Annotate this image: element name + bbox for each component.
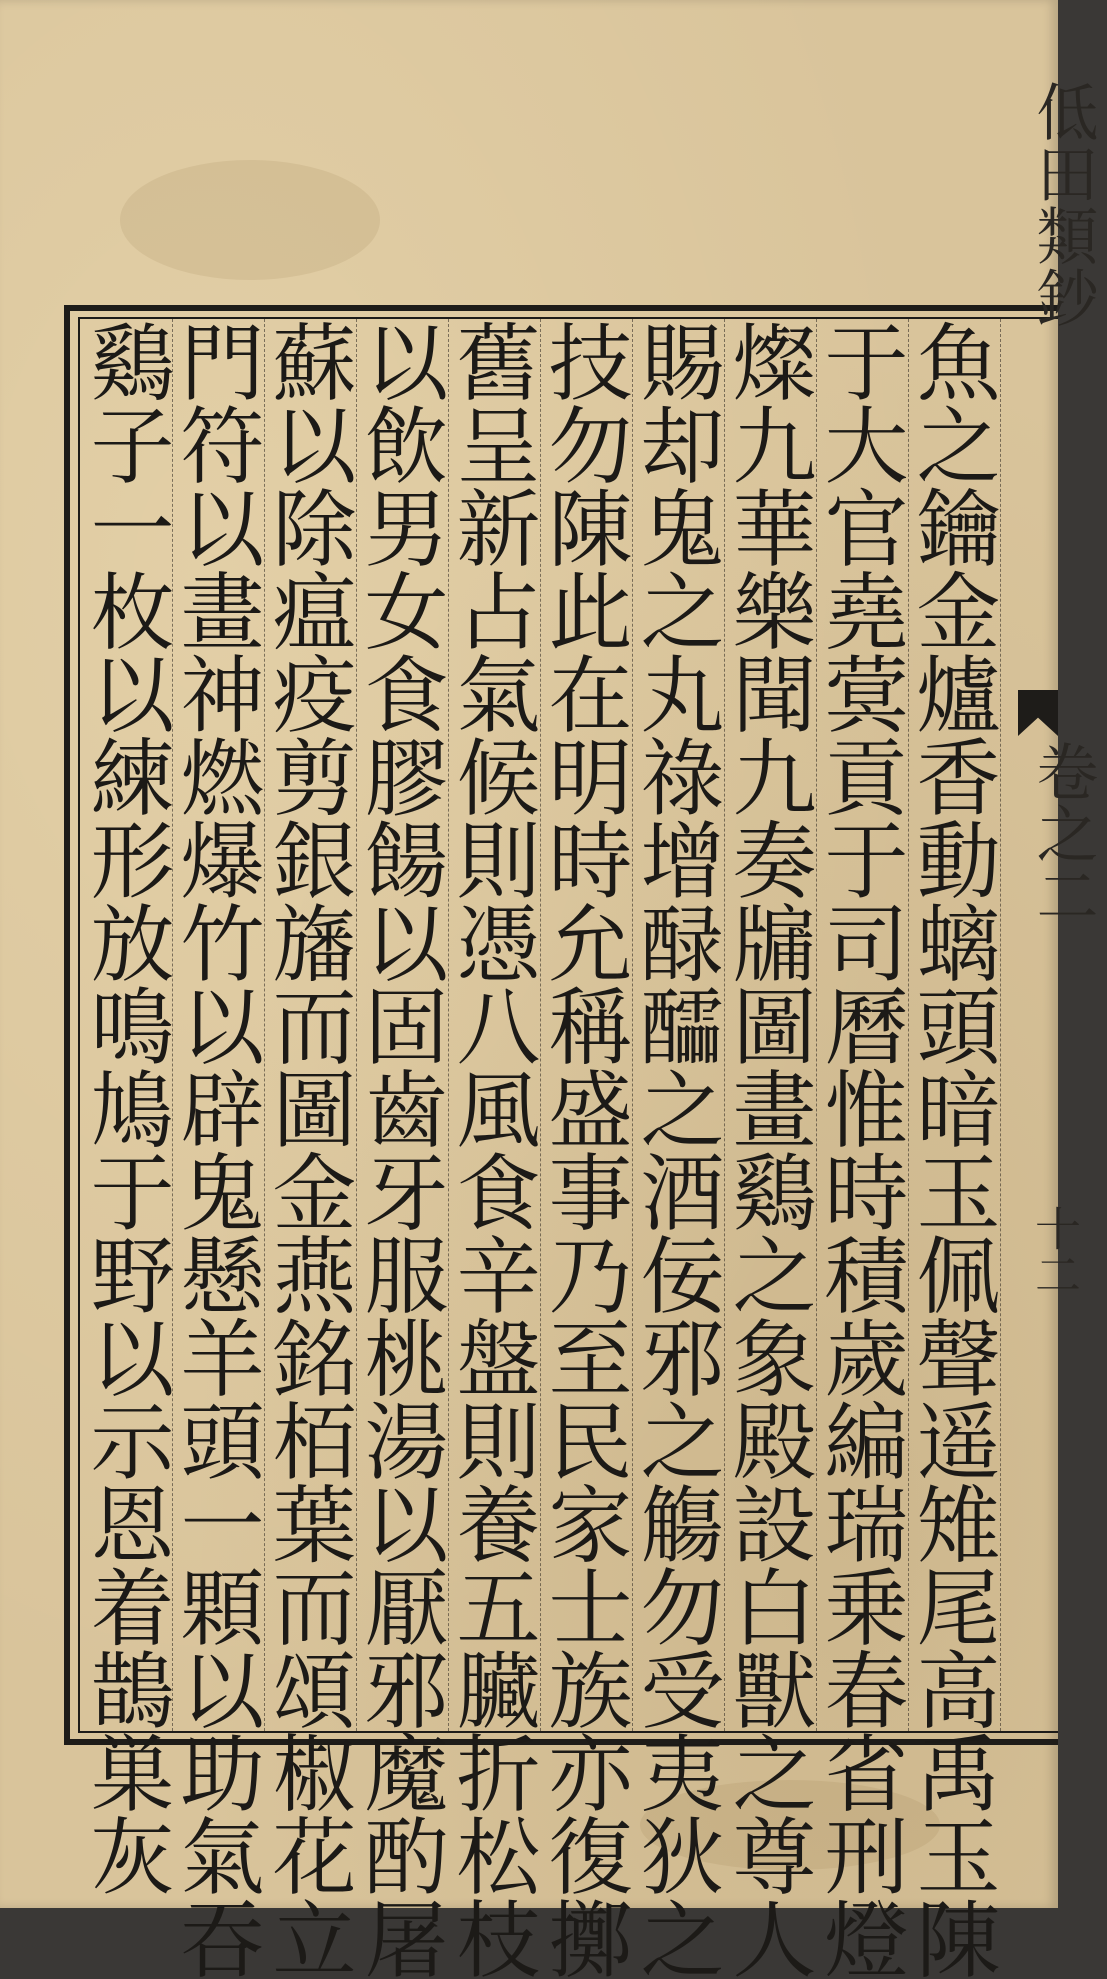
text-column-5 (535, 319, 633, 1979)
column-text: 于大官堯蓂貢于司曆惟時積歲編瑞乗春省刑燈 (811, 319, 909, 1979)
text-column-1 (903, 319, 1001, 1979)
book-title: 低田類鈔 (1026, 80, 1099, 328)
text-column-4 (627, 319, 725, 1979)
text-column-8 (259, 319, 357, 1979)
column-text: 蘇以除瘟疫剪銀旛而圖金燕銘栢葉而頌椒花立 (259, 319, 357, 1979)
folio-number: 十二 (1028, 1205, 1082, 1297)
inner-frame (77, 317, 1058, 1979)
column-text: 以飲男女食膠餳以固齒牙服桃湯以厭邪魔酌屠 (351, 319, 449, 1979)
column-text: 技勿陳此在明時允稱盛事乃至民家士族亦復擲 (535, 319, 633, 1979)
text-column-3 (719, 319, 817, 1979)
column-text: 魚之鑰金爐香動螭頭暗玉佩聲遥雉尾高禹玉陳 (903, 319, 1001, 1979)
column-text: 燦九華樂聞九奏牖圖畫鷄之象殿設白獸之尊人 (719, 319, 817, 1979)
column-text: 鷄子一枚以練形放鳴鳩于野以示恩着鵲巣灰 (77, 319, 175, 1896)
printed-frame (64, 305, 1058, 1979)
column-text: 門符以畫神燃爆竹以辟鬼懸羊頭一顆以助氣吞 (167, 319, 265, 1979)
column-text: 舊呈新占氣候則憑八風食辛盤則養五臟折松枝 (443, 319, 541, 1979)
juan-label: 卷之二 (1026, 740, 1099, 926)
text-column-10 (77, 319, 175, 1896)
text-column-9 (167, 319, 265, 1979)
paper-stain (120, 160, 380, 280)
text-column-7 (351, 319, 449, 1979)
text-column-6 (443, 319, 541, 1979)
column-text: 賜却鬼之丸祿增醁醽之酒佞邪之觴勿受夷狄之 (627, 319, 725, 1979)
text-column-2 (811, 319, 909, 1979)
